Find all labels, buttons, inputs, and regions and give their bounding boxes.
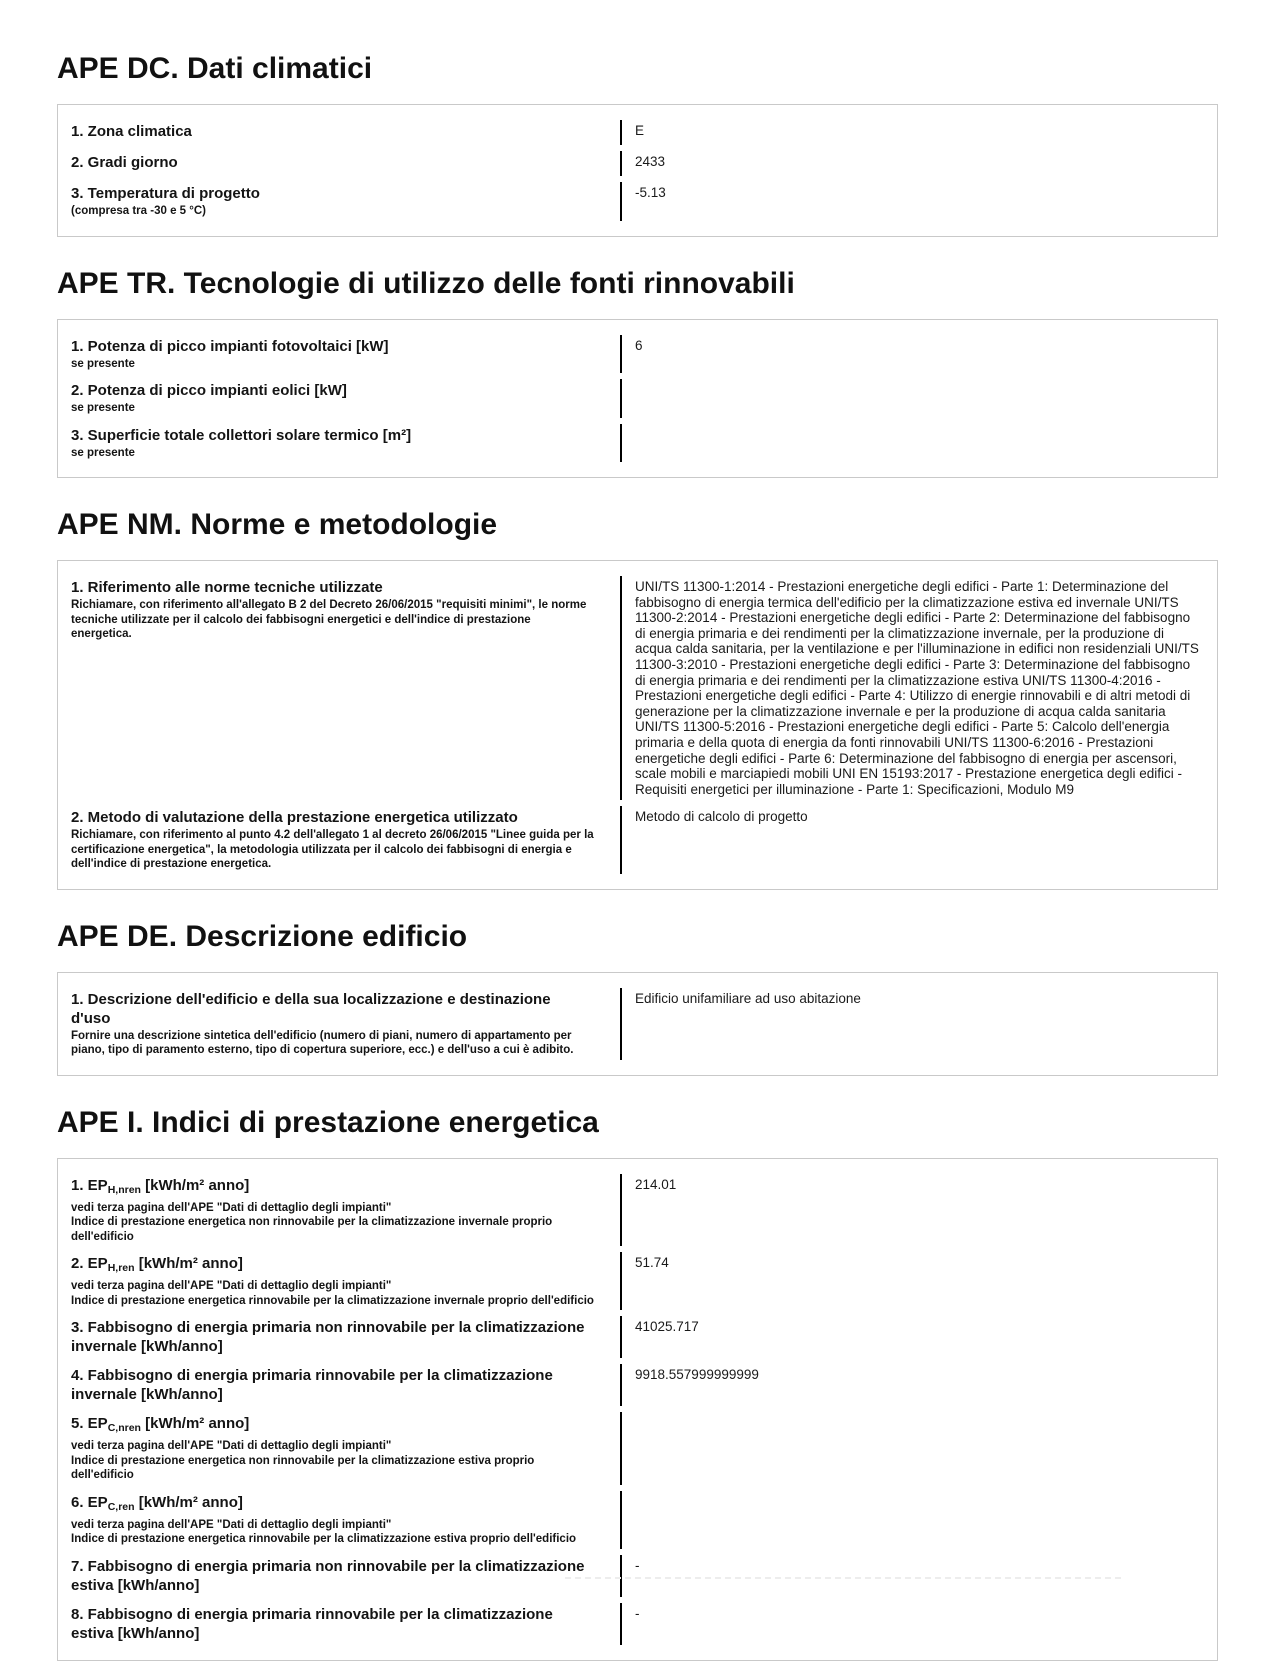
row-label: 8. Fabbisogno di energia primaria rinnovabile per la climatizzazione estiva [kWh/anno] xyxy=(71,1605,553,1642)
table-row xyxy=(58,1252,1217,1310)
row-label: 2. Gradi giorno xyxy=(71,154,178,171)
row-label: 2. Metodo di valutazione della prestazione energetica utilizzato xyxy=(71,809,518,827)
row-sublabel: Fornire una descrizione sintetica dell'edificio (numero di piani, numero di appartamento per piano, tipo di paramento esterno, tipo di copertura superiore, ecc.) e dell'uso a cui è adibito. xyxy=(71,1029,574,1057)
ep-subscript: H,nren xyxy=(107,1183,141,1196)
table-row xyxy=(58,576,1217,800)
table-row xyxy=(58,1603,1217,1645)
row-value: - xyxy=(620,1555,1217,1597)
row-value: 2433 xyxy=(620,151,1217,176)
row-label: 6. $EP_{C,ren}$ [kWh/m² anno] xyxy=(71,1493,243,1513)
row-label-cell xyxy=(58,1412,620,1485)
table-indici-prestazione xyxy=(57,1158,1218,1661)
section-title-norme-metodologie: APE NM. Norme e metodologie xyxy=(57,508,498,541)
row-label: 1. Descrizione dell'edificio e della sua localizzazione e destinazione d'uso xyxy=(71,990,551,1027)
row-label-cell xyxy=(58,988,620,1060)
section-norme-metodologie xyxy=(57,508,1218,890)
row-label: 3. Temperatura di progetto xyxy=(71,185,260,202)
row-label-cell xyxy=(58,576,620,800)
table-row xyxy=(58,424,1217,463)
row-label-cell xyxy=(58,1555,620,1597)
table-row xyxy=(58,182,1217,221)
row-value xyxy=(620,424,1217,463)
table-row xyxy=(58,1316,1217,1358)
row-value: - xyxy=(620,1603,1217,1645)
row-sublabel: vedi terza pagina dell'APE "Dati di dettaglio degli impianti" Indice di prestazione energetica rinnovabile per la climatizzazione invernale proprio dell'edificio xyxy=(71,1280,594,1307)
section-dati-climatici xyxy=(57,52,1218,237)
table-row xyxy=(58,335,1217,374)
row-sublabel: Richiamare, con riferimento al punto 4.2 dell'allegato 1 al decreto 26/06/2015 "Linee guida per la certificazione energetica", la metodologia utilizzata per il calcolo dei fabbisogni di energia e dell'indice di prestazione energetica. xyxy=(71,829,594,871)
row-value xyxy=(620,1412,1217,1485)
row-sublabel: Richiamare, con riferimento all'allegato B 2 del Decreto 26/06/2015 "requisiti minimi", le norme tecniche utilizzate per il calcolo dei fabbisogni energetici e dell'indice di prestazione energetica. xyxy=(71,599,587,640)
row-value: Metodo di calcolo di progetto xyxy=(620,806,1217,874)
row-label-cell xyxy=(58,1174,620,1247)
table-fonti-rinnovabili xyxy=(57,319,1218,479)
table-row xyxy=(58,1491,1217,1549)
table-descrizione-edificio xyxy=(57,972,1218,1076)
faint-dashed-marks xyxy=(565,1577,1121,1579)
row-value: E xyxy=(620,120,1217,145)
ep-subscript: H,ren xyxy=(107,1262,135,1275)
row-label-cell xyxy=(58,182,620,221)
row-label-cell xyxy=(58,151,620,176)
row-value: 51.74 xyxy=(620,1252,1217,1310)
row-sublabel: se presente xyxy=(71,357,135,370)
row-sublabel: se presente xyxy=(71,446,135,459)
row-label: 1. Zona climatica xyxy=(71,123,192,140)
row-sublabel: vedi terza pagina dell'APE "Dati di dettaglio degli impianti" Indice di prestazione energetica rinnovabile per la climatizzazione estiva proprio dell'edificio xyxy=(71,1518,577,1546)
table-row xyxy=(58,806,1217,874)
row-label-cell xyxy=(58,1364,620,1406)
row-label: 4. Fabbisogno di energia primaria rinnovabile per la climatizzazione invernale [kWh/anno] xyxy=(71,1367,553,1404)
table-row xyxy=(58,151,1217,176)
row-label-cell xyxy=(58,806,620,874)
row-label: 7. Fabbisogno di energia primaria non rinnovabile per la climatizzazione estiva [kWh/anno] xyxy=(71,1557,585,1594)
table-row xyxy=(58,988,1217,1060)
row-sublabel: (compresa tra -30 e 5 °C) xyxy=(71,205,206,217)
table-norme-metodologie xyxy=(57,560,1218,890)
row-label: 2. $EP_{H,ren}$ [kWh/m² anno] xyxy=(71,1255,243,1275)
section-title-indici-prestazione: APE I. Indici di prestazione energetica xyxy=(57,1105,599,1139)
row-label: 2. Potenza di picco impianti eolici [kW] xyxy=(71,382,347,399)
row-label: 3. Superficie totale collettori solare termico [m²] xyxy=(71,426,412,444)
table-row xyxy=(58,120,1217,145)
section-descrizione-edificio xyxy=(57,920,1218,1076)
row-sublabel: vedi terza pagina dell'APE "Dati di dettaglio degli impianti" Indice di prestazione energetica non rinnovabile per la climatizzazione invernale proprio dell'edificio xyxy=(71,1201,553,1243)
table-row xyxy=(58,1555,1217,1597)
row-label-cell xyxy=(58,120,620,145)
row-value: 6 xyxy=(620,335,1217,374)
row-label: 1. $EP_{H,nren}$ [kWh/m² anno] xyxy=(71,1176,250,1196)
section-fonti-rinnovabili xyxy=(57,267,1218,479)
section-title-descrizione-edificio: APE DE. Descrizione edificio xyxy=(57,919,468,953)
row-value: Edificio unifamiliare ad uso abitazione xyxy=(620,988,1217,1060)
row-label-cell xyxy=(58,379,620,418)
table-row xyxy=(58,379,1217,418)
row-label: 5. $EP_{C,nren}$ [kWh/m² anno] xyxy=(71,1415,250,1435)
row-value: UNI/TS 11300-1:2014 - Prestazioni energetiche degli edifici - Parte 1: Determinazione del fabbisogno di energia termica dell'edificio per la climatizzazione estiva ed invernale UNI/TS 11300-2:2014 - Prestazioni energetiche degli edifici - Parte 2: Determinazione del fabbisogno di energia primaria e dei rendimenti per la climatizzazione invernale, per la produzione di acqua calda sanitaria, per la ventilazione e per l'illuminazione in edifici non residenziali UNI/TS 11300-3:2010 - Prestazioni energetiche degli edifici - Parte 3: Determinazione del fabbisogno di energia primaria e dei rendimenti per la climatizzazione estiva UNI/TS 11300-4:2016 - Prestazioni energetiche degli edifici - Parte 4: Utilizzo di energie rinnovabili e di altri metodi di generazione per la climatizzazione invernale e per la produzione di acqua calda sanitaria UNI/TS 11300-5:2016 - Prestazioni energetiche degli edifici - Parte 5: Calcolo dell'energia primaria e della quota di energia da fonti rinnovabili UNI/TS 11300-6:2016 - Prestazioni energetiche degli edifici - Parte 6: Determinazione del fabbisogno di energia per ascensori, scale mobili e marciapiedi mobili UNI EN 15193:2017 - Prestazione energetica degli edifici - Requisiti energetici per illuminazione - Parte 1: Specificazioni, Modulo M9 xyxy=(620,576,1217,800)
row-label-cell xyxy=(58,1316,620,1358)
table-row xyxy=(58,1174,1217,1247)
row-value: 9918.557999999999 xyxy=(620,1364,1217,1406)
ep-subscript: C,ren xyxy=(107,1500,135,1513)
row-label-cell xyxy=(58,1252,620,1310)
row-sublabel: vedi terza pagina dell'APE "Dati di dettaglio degli impianti" Indice di prestazione energetica non rinnovabile per la climatizzazione estiva proprio dell'edificio xyxy=(71,1440,535,1482)
row-label-cell xyxy=(58,335,620,374)
section-title-fonti-rinnovabili: APE TR. Tecnologie di utilizzo delle fonti rinnovabili xyxy=(57,266,795,300)
row-sublabel: se presente xyxy=(71,402,135,414)
table-row xyxy=(58,1364,1217,1406)
row-value: 214.01 xyxy=(620,1174,1217,1247)
row-value xyxy=(620,379,1217,418)
row-label: 1. Riferimento alle norme tecniche utilizzate xyxy=(71,579,383,596)
row-value: -5.13 xyxy=(620,182,1217,221)
ep-subscript: C,nren xyxy=(107,1422,141,1435)
row-label: 1. Potenza di picco impianti fotovoltaici [kW] xyxy=(71,337,389,355)
row-label-cell xyxy=(58,424,620,463)
section-title-dati-climatici: APE DC. Dati climatici xyxy=(57,52,373,85)
row-value xyxy=(620,1491,1217,1549)
table-dati-climatici xyxy=(57,104,1218,237)
row-label-cell xyxy=(58,1603,620,1645)
row-label: 3. Fabbisogno di energia primaria non rinnovabile per la climatizzazione invernale [kWh/anno] xyxy=(71,1319,585,1356)
table-row xyxy=(58,1412,1217,1485)
row-value: 41025.717 xyxy=(620,1316,1217,1358)
row-label-cell xyxy=(58,1491,620,1549)
